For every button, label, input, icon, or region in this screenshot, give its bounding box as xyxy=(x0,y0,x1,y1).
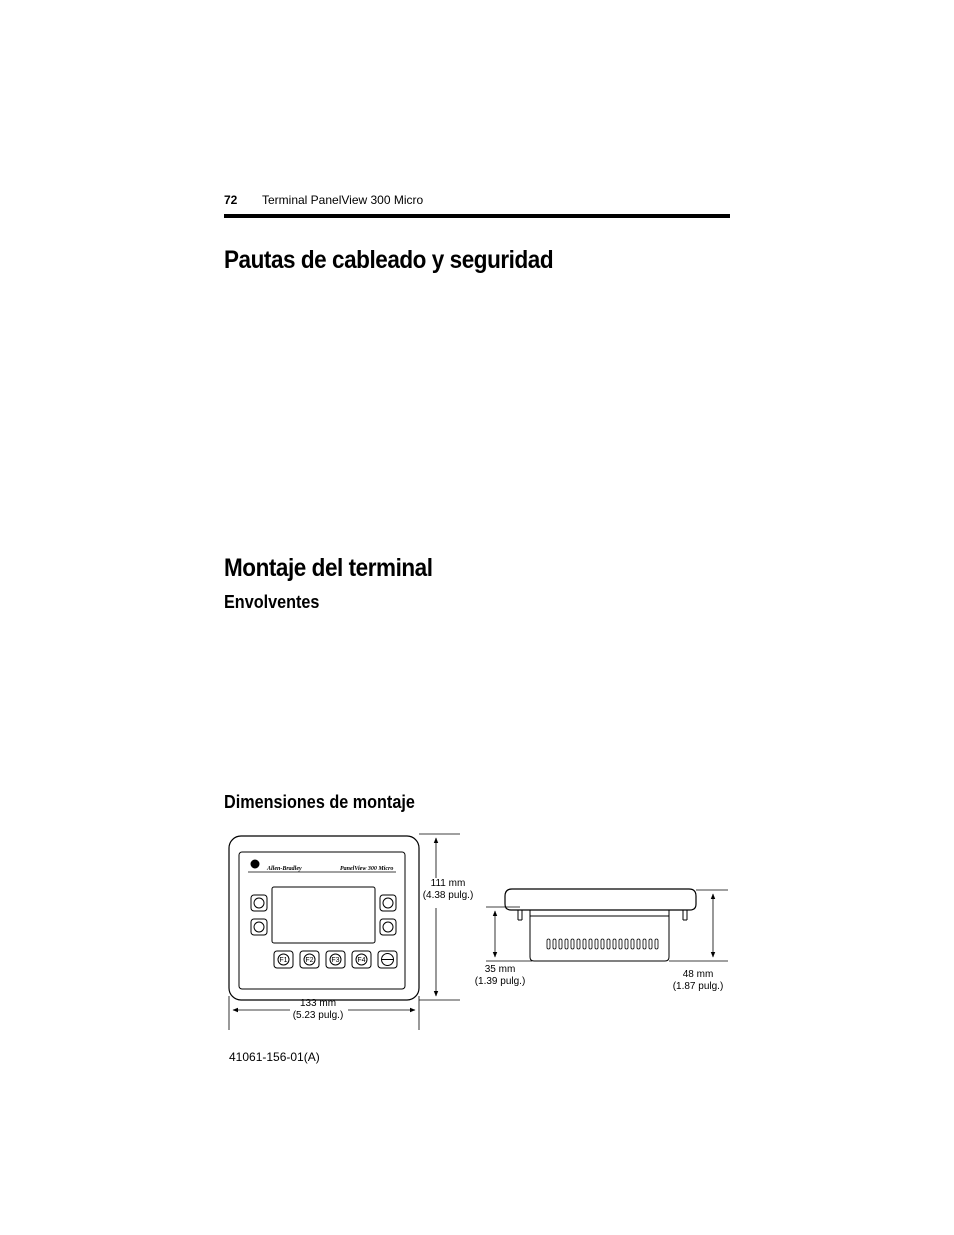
depth-48-in: (1.87 pulg.) xyxy=(672,981,724,992)
front-view xyxy=(229,836,419,1000)
depth-35-label xyxy=(472,964,528,988)
depth-35-dimension xyxy=(486,907,532,961)
page-header xyxy=(224,192,730,220)
width-in: (5.23 pulg.) xyxy=(292,1010,344,1021)
depth-48-mm: 48 mm xyxy=(682,969,714,980)
model-label: PanelView 300 Micro xyxy=(340,866,394,872)
height-label xyxy=(420,878,476,902)
depth-48-dimension xyxy=(669,890,728,961)
side-view xyxy=(505,889,696,961)
function-key-f2: F2 xyxy=(305,957,314,964)
section-title-wiring: Pautas de cableado y seguridad xyxy=(224,246,554,274)
function-key-f3: F3 xyxy=(331,957,340,964)
height-dimension xyxy=(419,834,460,1000)
page-number: 72 xyxy=(224,193,238,207)
height-in: (4.38 pulg.) xyxy=(422,890,474,901)
width-mm: 133 mm xyxy=(299,998,337,1009)
brand-label: Allen-Bradley xyxy=(267,866,302,872)
depth-35-in: (1.39 pulg.) xyxy=(474,976,526,987)
figure-id: 41061-156-01(A) xyxy=(229,1050,320,1064)
depth-35-mm: 35 mm xyxy=(484,964,516,975)
function-key-f1: F1 xyxy=(279,957,288,964)
function-key-f4: F4 xyxy=(357,957,366,964)
height-mm: 111 mm xyxy=(430,878,466,889)
running-title: Terminal PanelView 300 Micro xyxy=(262,193,424,207)
depth-48-label xyxy=(670,969,726,993)
header-rule xyxy=(224,214,730,218)
mounting-dimensions-figure xyxy=(220,830,740,1040)
subsection-title-dimensions: Dimensiones de montaje xyxy=(224,792,415,812)
subsection-title-enclosures: Envolventes xyxy=(224,592,320,612)
width-label xyxy=(288,998,348,1022)
section-title-mounting: Montaje del terminal xyxy=(224,554,433,582)
